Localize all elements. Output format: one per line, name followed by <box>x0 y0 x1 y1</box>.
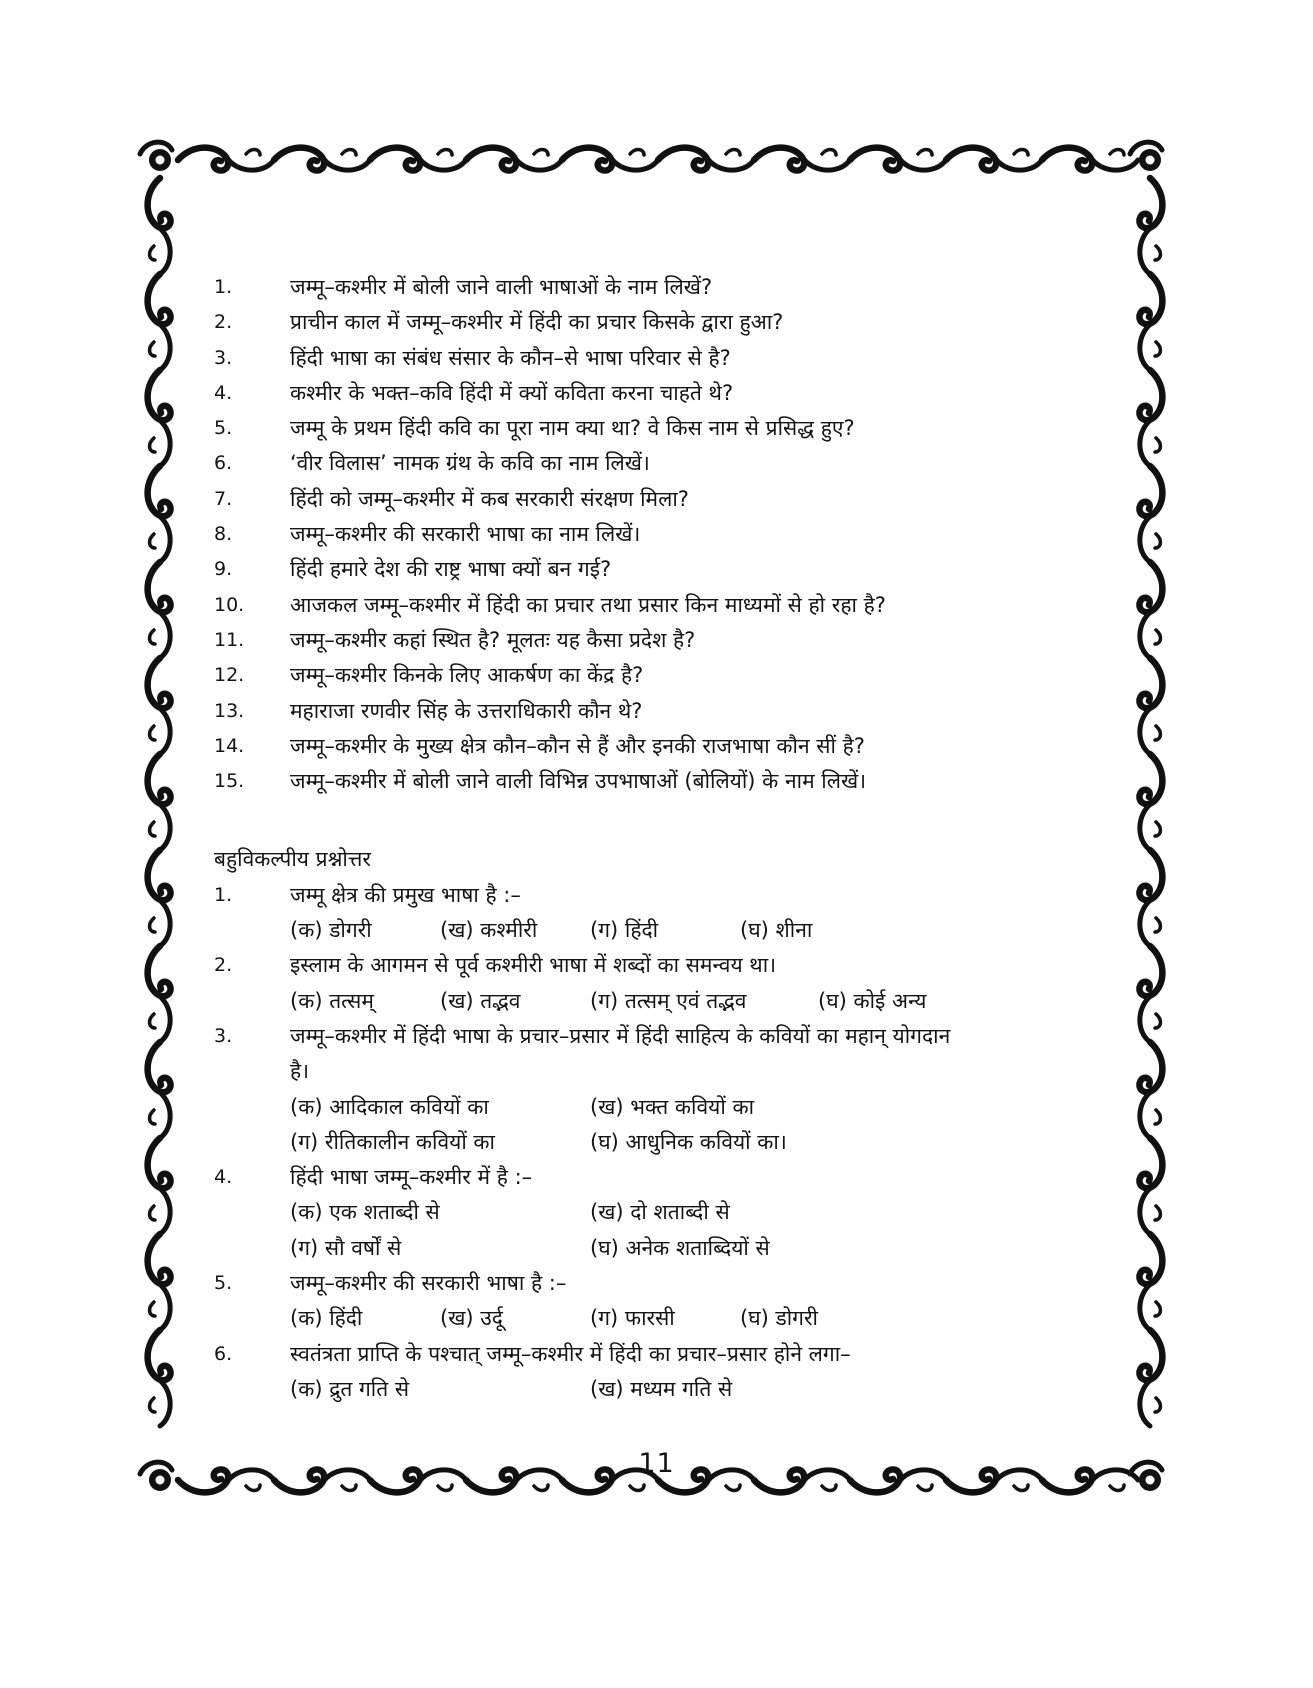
mcq-options <box>214 984 1114 1019</box>
question-item <box>214 658 1114 693</box>
border-ornament <box>148 946 171 1042</box>
mcq-question <box>214 878 1114 913</box>
mcq-number: 5. <box>214 1272 233 1295</box>
mcq-number: 1. <box>214 883 233 906</box>
question-number: 13. <box>214 699 245 722</box>
border-ornament <box>562 148 658 171</box>
mcq-option: (ग) सौ वर्षों से <box>290 1235 402 1260</box>
mcq-options <box>214 1372 1114 1407</box>
mcq-question <box>214 1337 1114 1372</box>
mcq-option: (क) द्रुत गति से <box>290 1376 410 1401</box>
mcq-option: (घ) शीना <box>740 918 813 943</box>
border-ornament <box>1139 1042 1162 1138</box>
question-text: महाराजा रणवीर सिंह के उत्तराधिकारी कौन थे? <box>290 698 643 723</box>
mcq-question <box>214 948 1114 983</box>
question-item <box>214 482 1114 517</box>
mcq-text-cont: है। <box>290 1059 310 1084</box>
mcq-text-continuation <box>214 1054 1114 1089</box>
mcq-number: 2. <box>214 954 233 977</box>
border-ornament <box>1139 178 1162 274</box>
border-ornament <box>754 148 850 171</box>
question-number: 14. <box>214 734 245 757</box>
question-list <box>214 270 1114 799</box>
question-text: हिंदी हमारे देश की राष्ट्र भाषा क्यों बन गई? <box>290 557 612 582</box>
question-text: आजकल जम्मू–कश्मीर में हिंदी का प्रचार तथा प्रसार किन माध्यमों से हो रहा है? <box>290 592 886 617</box>
mcq-option: (घ) कोई अन्य <box>818 988 927 1013</box>
page-content <box>214 270 1114 1407</box>
mcq-list <box>214 878 1114 1407</box>
border-ornament <box>148 754 171 850</box>
question-item <box>214 694 1114 729</box>
border-ornament <box>148 1042 171 1138</box>
question-number: 12. <box>214 664 245 687</box>
mcq-option: (ग) तत्सम् एवं तद्भव <box>590 988 747 1013</box>
mcq-option: (घ) अनेक शताब्दियों से <box>590 1235 770 1260</box>
question-item <box>214 341 1114 376</box>
question-item <box>214 446 1114 481</box>
mcq-options <box>214 1125 1114 1160</box>
mcq-option: (क) एक शताब्दी से <box>290 1200 440 1225</box>
border-ornament <box>850 148 946 171</box>
border-ornament <box>148 562 171 658</box>
mcq-text: जम्मू–कश्मीर में हिंदी भाषा के प्रचार–प्रसार में हिंदी साहित्य के कवियों का महान् योगदान <box>290 1023 951 1048</box>
border-ornament <box>1139 466 1162 562</box>
border-ornament <box>148 178 171 274</box>
question-item <box>214 588 1114 623</box>
border-ornament <box>658 148 754 171</box>
border-ornament <box>148 466 171 562</box>
question-item <box>214 517 1114 552</box>
border-ornament <box>148 658 171 754</box>
mcq-number: 3. <box>214 1024 233 1047</box>
border-ornament <box>1139 1138 1162 1234</box>
border-ornament <box>1139 1234 1162 1330</box>
mcq-number: 6. <box>214 1342 233 1365</box>
mcq-text: स्वतंत्रता प्राप्ति के पश्चात् जम्मू–कश्मीर में हिंदी का प्रचार–प्रसार होने लगा– <box>290 1341 851 1366</box>
border-ornament <box>148 1234 171 1330</box>
mcq-option: (क) आदिकाल कवियों का <box>290 1094 489 1119</box>
question-text: जम्मू–कश्मीर किनके लिए आकर्षण का केंद्र है? <box>290 663 644 688</box>
question-item <box>214 270 1114 305</box>
question-text: जम्मू–कश्मीर में बोली जाने वाली भाषाओं के नाम लिखें? <box>290 275 713 299</box>
mcq-question <box>214 1019 1114 1054</box>
border-ornament <box>370 148 466 171</box>
border-ornament <box>148 850 171 946</box>
question-text: हिंदी को जम्मू–कश्मीर में कब सरकारी संरक्षण मिला? <box>290 486 689 511</box>
question-item <box>214 552 1114 587</box>
mcq-section-title: बहुविकल्पीय प्रश्नोत्तर <box>214 847 371 872</box>
question-number: 15. <box>214 770 245 793</box>
question-number: 6. <box>214 452 233 475</box>
mcq-option: (घ) आधुनिक कवियों का। <box>590 1129 787 1154</box>
question-number: 10. <box>214 593 245 616</box>
question-text: जम्मू–कश्मीर के मुख्य क्षेत्र कौन–कौन से हैं और इनकी राजभाषा कौन सीं है? <box>290 733 865 758</box>
mcq-option: (ग) रीतिकालीन कवियों का <box>290 1129 495 1154</box>
mcq-option: (क) हिंदी <box>290 1306 363 1331</box>
mcq-text: हिंदी भाषा जम्मू–कश्मीर में है :– <box>290 1165 533 1190</box>
question-item <box>214 729 1114 764</box>
question-number: 11. <box>214 628 245 651</box>
mcq-option: (ग) फारसी <box>590 1306 675 1331</box>
mcq-option: (ख) दो शताब्दी से <box>590 1200 730 1225</box>
border-ornament <box>148 1330 171 1426</box>
mcq-option: (ग) हिंदी <box>590 918 659 943</box>
mcq-text: जम्मू क्षेत्र की प्रमुख भाषा है :– <box>290 882 521 907</box>
question-number: 5. <box>214 417 233 440</box>
question-text: जम्मू–कश्मीर कहां स्थित है? मूलतः यह कैसा प्रदेश है? <box>290 627 696 652</box>
question-number: 7. <box>214 487 233 510</box>
mcq-question <box>214 1266 1114 1301</box>
border-ornament <box>1139 562 1162 658</box>
border-ornament <box>1139 370 1162 466</box>
mcq-options <box>214 913 1114 948</box>
question-text: जम्मू–कश्मीर में बोली जाने वाली विभिन्न उपभाषाओं (बोलियों) के नाम लिखें। <box>290 769 867 794</box>
border-ornament <box>946 148 1042 171</box>
border-ornament <box>274 148 370 171</box>
question-text: हिंदी भाषा का संबंध संसार के कौन–से भाषा परिवार से है? <box>290 345 731 370</box>
question-item <box>214 764 1114 799</box>
mcq-number: 4. <box>214 1166 233 1189</box>
border-ornament <box>148 370 171 466</box>
mcq-text: जम्मू–कश्मीर की सरकारी भाषा है :– <box>290 1271 567 1296</box>
mcq-option: (ख) उर्दू <box>440 1306 503 1331</box>
mcq-options <box>214 1090 1114 1125</box>
page-number: 11 <box>638 1448 675 1479</box>
mcq-option: (घ) डोगरी <box>740 1306 818 1331</box>
border-ornament <box>1139 946 1162 1042</box>
mcq-question <box>214 1160 1114 1195</box>
question-text: जम्मू–कश्मीर की सरकारी भाषा का नाम लिखें। <box>290 522 641 547</box>
question-text: कश्मीर के भक्त–कवि हिंदी में क्यों कविता करना चाहते थे? <box>290 380 734 405</box>
question-item <box>214 623 1114 658</box>
border-ornament <box>148 1138 171 1234</box>
question-text: ‘वीर विलास’ नामक ग्रंथ के कवि का नाम लिखें। <box>290 451 650 476</box>
mcq-option: (क) डोगरी <box>290 918 372 943</box>
border-ornament <box>1139 754 1162 850</box>
question-number: 2. <box>214 311 233 334</box>
mcq-option: (क) तत्सम् <box>290 988 374 1013</box>
question-number: 9. <box>214 558 233 581</box>
border-ornament <box>1139 1330 1162 1426</box>
mcq-options <box>214 1195 1114 1230</box>
border-ornament <box>1042 148 1138 171</box>
mcq-text: इस्लाम के आगमन से पूर्व कश्मीरी भाषा में शब्दों का समन्वय था। <box>290 953 777 978</box>
mcq-option: (ख) भक्त कवियों का <box>590 1094 755 1119</box>
border-ornament <box>1139 658 1162 754</box>
mcq-option: (ख) तद्भव <box>440 988 521 1013</box>
question-item <box>214 411 1114 446</box>
question-text: प्राचीन काल में जम्मू–कश्मीर में हिंदी का प्रचार किसके द्वारा हुआ? <box>290 310 784 335</box>
question-text: जम्मू के प्रथम हिंदी कवि का पूरा नाम क्या था? वे किस नाम से प्रसिद्ध हुए? <box>290 416 855 441</box>
border-ornament <box>1139 274 1162 370</box>
mcq-options <box>214 1231 1114 1266</box>
question-item <box>214 305 1114 340</box>
mcq-option: (ख) कश्मीरी <box>440 918 538 943</box>
question-number: 4. <box>214 381 233 404</box>
border-ornament <box>466 148 562 171</box>
question-number: 3. <box>214 346 233 369</box>
border-ornament <box>178 148 274 171</box>
question-number: 1. <box>214 276 233 298</box>
mcq-option: (ख) मध्यम गति से <box>590 1376 733 1401</box>
mcq-options <box>214 1301 1114 1336</box>
question-item <box>214 376 1114 411</box>
border-ornament <box>148 274 171 370</box>
border-ornament <box>1139 850 1162 946</box>
question-number: 8. <box>214 523 233 546</box>
